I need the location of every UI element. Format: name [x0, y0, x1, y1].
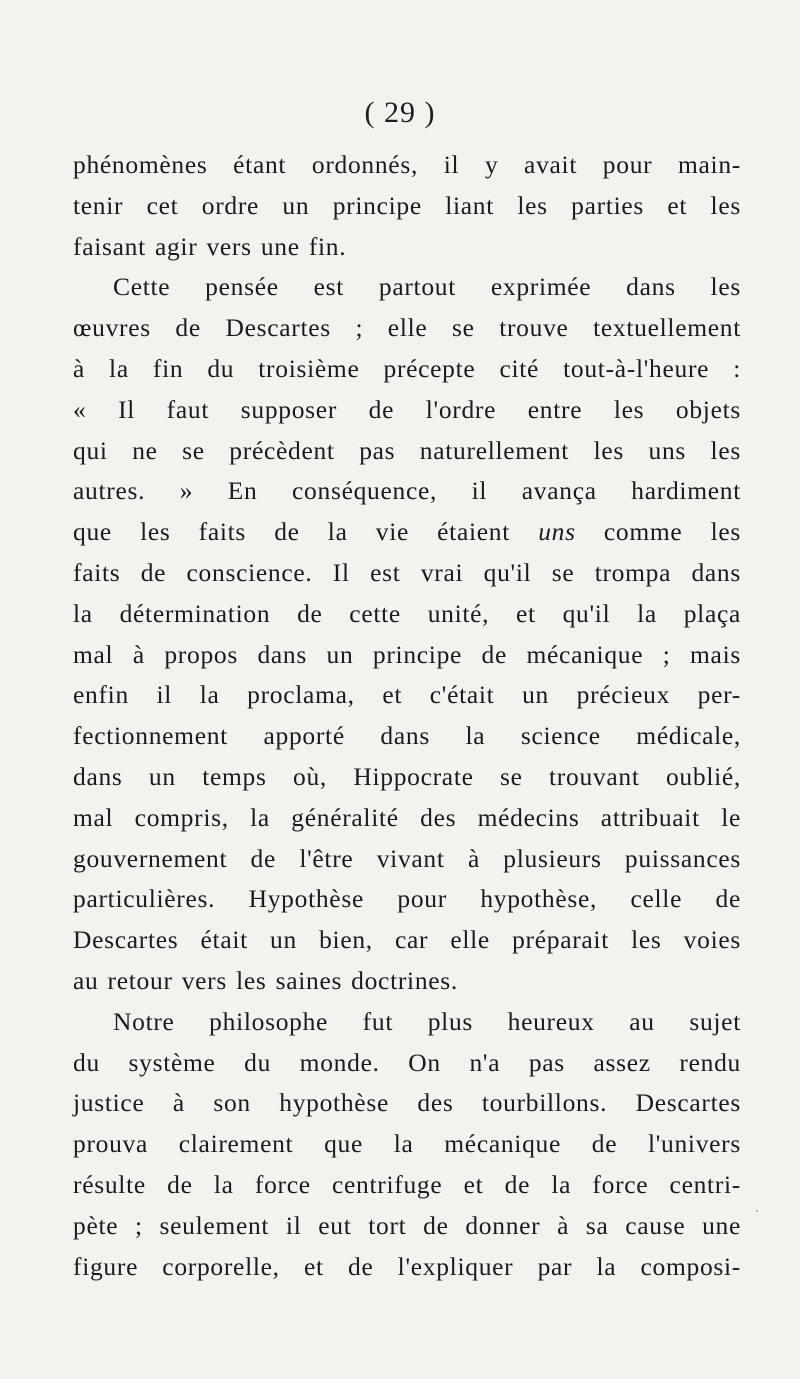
text-line: mal compris, la généralité des médecins attribuait le: [73, 802, 741, 832]
text-line: justice à son hypothèse des tourbillons. Descartes: [73, 1088, 741, 1118]
italic-word: uns: [538, 517, 576, 547]
text-line: dans un temps où, Hippocrate se trouvant oublié,: [73, 761, 741, 791]
text-line: phénomènes étant ordonnés, il y avait pour main-: [73, 150, 741, 179]
paper-speck: [756, 1210, 758, 1212]
body-text: [73, 145, 741, 1287]
text-line: Cette pensée est partout exprimée dans les: [113, 272, 741, 302]
text-line: Descartes était un bien, car elle préparait les voies: [73, 925, 741, 955]
text-line: faits de conscience. Il est vrai qu'il se trompa dans: [73, 557, 741, 587]
text-line: pète ; seulement il eut tort de donner à sa cause une: [73, 1210, 741, 1240]
text-line: prouva clairement que la mécanique de l'univers: [73, 1129, 741, 1159]
text-line: « Il faut supposer de l'ordre entre les objets: [73, 394, 741, 424]
text-line: résulte de la force centrifuge et de la force centri-: [73, 1169, 741, 1199]
text-line: mal à propos dans un principe de mécanique ; mais: [73, 639, 741, 669]
text-line: autres. » En conséquence, il avança hardiment: [73, 476, 741, 506]
text-line: œuvres de Descartes ; elle se trouve textuellement: [73, 313, 741, 343]
text-line: figure corporelle, et de l'expliquer par la composi-: [73, 1251, 741, 1281]
text-line: fectionnement apporté dans la science médicale,: [73, 721, 741, 751]
text-line: tenir cet ordre un principe liant les parties et les: [73, 190, 741, 220]
text-line: du système du monde. On n'a pas assez rendu: [73, 1047, 741, 1077]
text-line: la détermination de cette unité, et qu'il la plaça: [73, 598, 741, 628]
text-line: gouvernement de l'être vivant à plusieurs puissances: [73, 843, 741, 873]
text-line: à la fin du troisième précepte cité tout-à-l'heure :: [73, 353, 741, 383]
text-line: faisant agir vers une fin.: [73, 231, 347, 261]
text-segment: comme les: [603, 517, 742, 547]
text-line: particulières. Hypothèse pour hypothèse, celle de: [73, 884, 741, 914]
text-line-mixed: [73, 512, 741, 553]
text-line: qui ne se précèdent pas naturellement les uns les: [73, 435, 741, 465]
page-number: ( 29 ): [364, 96, 436, 129]
text-line: au retour vers les saines doctrines.: [73, 965, 459, 995]
text-segment: que les faits de la vie étaient: [73, 517, 511, 547]
text-line: enfin il la proclama, et c'était un précieux per-: [73, 680, 741, 710]
text-line: Notre philosophe fut plus heureux au sujet: [113, 1006, 741, 1036]
